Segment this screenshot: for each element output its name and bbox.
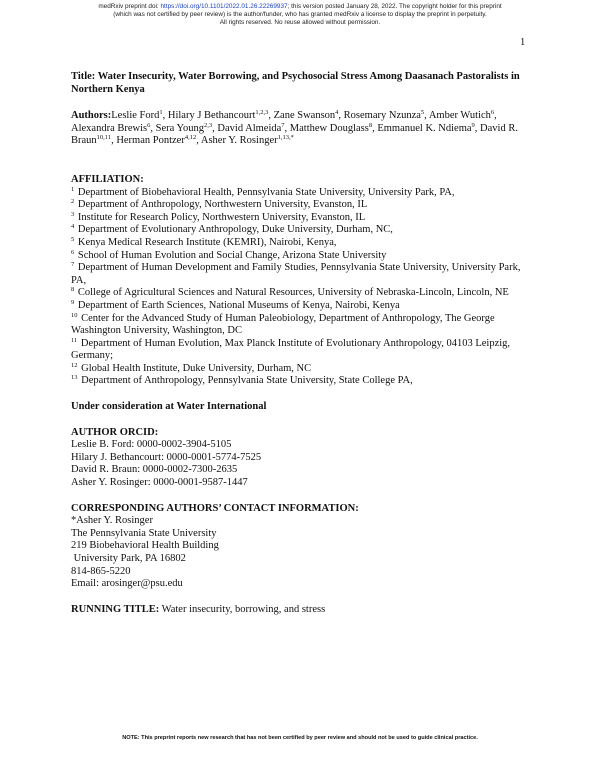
author-entry: Sera Young$^{2,3}$, — [155, 121, 218, 134]
affiliation-number: 7 — [71, 261, 75, 269]
affiliation-number: 13 — [71, 374, 78, 382]
affiliation-text: Department of Evolutionary Anthropology, Duke University, Durham, NC, — [77, 224, 393, 236]
header-line-3: All rights reserved. No reuse allowed without permission. — [219, 19, 381, 26]
affiliation-text: Department of Earth Sciences, National Museums of Kenya, Nairobi, Kenya — [77, 299, 400, 311]
affiliation-item — [71, 187, 531, 200]
orcid-line: Asher Y. Rosinger: 0000-0001-9587-1447 — [71, 477, 248, 489]
affiliation-number: 12 — [71, 361, 78, 369]
author-affiliation-sup: 10,11 — [96, 134, 112, 142]
author-name: Rosemary Nzunza — [343, 110, 421, 122]
contact-email: Email: arosinger@psu.edu — [71, 578, 183, 590]
affiliation-number: 8 — [71, 286, 75, 294]
author-affiliation-sup: 8 — [368, 121, 373, 129]
affiliation-text: Kenya Medical Research Institute (KEMRI), Nairobi, Kenya, — [77, 236, 337, 248]
author-entry — [201, 135, 294, 146]
affiliation-number: 5 — [71, 235, 75, 243]
authors-names — [71, 110, 518, 146]
affiliation-text: Global Health Institute, Duke University, Durham, NC — [81, 362, 312, 374]
affiliation-text: College of Agricultural Sciences and Natural Resources, University of Nebraska-Lincoln, Lincoln, NE — [77, 287, 509, 299]
author-name: Herman Pontzer — [116, 135, 185, 147]
author-entry: Rosemary Nzunza$^5$, — [343, 109, 429, 122]
affiliation-item — [71, 313, 531, 338]
orcid-line: David R. Braun: 0000-0002-7300-2635 — [71, 464, 238, 476]
contact-line: The Pennsylvania State University — [71, 527, 217, 539]
author-name: David Almeida — [217, 122, 282, 134]
affiliation-heading: AFFILIATION: — [71, 173, 144, 185]
author-affiliation-sup: 6 — [490, 109, 495, 117]
affiliation-list — [71, 187, 531, 389]
contact-line: University Park, PA 16802 — [71, 553, 186, 564]
author-entry: Emmanuel K. Ndiema$^9$, — [377, 121, 481, 134]
affiliation-number: 9 — [71, 298, 75, 306]
authors-label: Authors: — [71, 110, 112, 122]
author-affiliation-sup: 6 — [147, 121, 151, 129]
author-name: Leslie Ford — [111, 110, 160, 122]
orcid-line: Leslie B. Ford: 0000-0002-3904-5105 — [71, 439, 232, 451]
header-line-2: (which was not certified by peer review) is the author/funder, who has granted medRxiv a license to display the preprint in perpetuity. — [113, 11, 487, 18]
affiliation-text: Center for the Advanced Study of Human Paleobiology, Department of Anthropology, The George Washington University, Washington, DC — [71, 312, 495, 337]
preprint-footer-note: NOTE: This preprint reports new research that has not been certified by peer review and should not be used to guide clinical practice. — [122, 735, 478, 741]
affiliation-text: Department of Human Evolution, Max Planck Institute of Evolutionary Anthropology, 04103 Leipzig, Germany; — [71, 337, 511, 362]
affiliation-item — [71, 338, 531, 363]
author-entry: Hilary J Bethancourt$^{1,2,3}$, — [167, 109, 274, 122]
document-body — [71, 71, 531, 616]
author-name: Alexandra Brewis — [71, 122, 148, 134]
author-entry: Matthew Douglass$^8$, — [289, 121, 378, 134]
consideration-note: Under consideration at Water International — [71, 401, 267, 413]
affiliation-number: 3 — [71, 210, 75, 218]
author-name: David R. Braun — [71, 122, 518, 147]
author-affiliation-sup: 9 — [471, 121, 475, 129]
author-affiliation-sup: 4,12 — [184, 134, 197, 142]
affiliation-item — [71, 237, 531, 250]
affiliation-item — [71, 224, 531, 237]
author-affiliation-sup: 7 — [281, 121, 285, 129]
affiliation-text: Department of Human Development and Family Studies, Pennsylvania State University, University Park, PA, — [71, 262, 521, 286]
author-affiliation-sup: 5 — [420, 109, 425, 117]
contact-line: 814-865-5220 — [71, 565, 131, 577]
affiliation-item — [71, 250, 531, 263]
author-affiliation-sup: 1,2,3 — [255, 109, 269, 117]
doi-link[interactable]: https://doi.org/10.1101/2022.01.26.22269937 — [160, 3, 288, 10]
running-title-label: RUNNING TITLE: — [71, 603, 160, 615]
contact-line: *Asher Y. Rosinger — [71, 515, 153, 527]
affiliation-item — [71, 199, 531, 212]
author-name: Emmanuel K. Ndiema — [377, 122, 472, 134]
author-entry: Leslie Ford$^1$, — [111, 109, 168, 122]
affiliation-item — [71, 375, 531, 388]
affiliation-item — [71, 262, 531, 287]
affiliation-item — [71, 363, 531, 376]
running-title-text: Water insecurity, borrowing, and stress — [161, 603, 326, 615]
affiliation-number: 10 — [71, 311, 78, 319]
affiliation-number: 6 — [71, 248, 75, 256]
author-affiliation-sup: 1,13,* — [277, 134, 294, 142]
author-entry: Zane Swanson$^4$, — [273, 109, 344, 122]
affiliation-text: Department of Biobehavioral Health, Pennsylvania State University, University Park, PA, — [77, 186, 455, 198]
author-affiliation-sup: 1 — [159, 109, 163, 117]
author-affiliation-sup: 2,3 — [204, 121, 213, 129]
affiliation-text: Department of Anthropology, Northwestern University, Evanston, IL — [77, 199, 368, 211]
affiliation-item — [71, 212, 531, 225]
affiliation-item — [71, 300, 531, 313]
affiliation-number: 2 — [71, 198, 75, 206]
page-number: 1 — [520, 37, 526, 48]
running-title — [71, 604, 531, 617]
author-name: Sera Young — [155, 122, 205, 134]
author-entry: Herman Pontzer$^{4,12}$, — [116, 134, 201, 147]
affiliation-item — [71, 287, 531, 300]
header-line-1: medRxiv preprint doi: https://doi.org/10.1101/2022.01.26.22269937; this version posted January 28, 2022. The copyright holder for this preprint — [98, 3, 502, 10]
author-name: Asher Y. Rosinger — [200, 135, 278, 147]
affiliation-text: Department of Anthropology, Pennsylvania State University, State College PA, — [81, 375, 413, 387]
author-entry: David R. Braun$^{10,11}$, — [71, 122, 518, 147]
author-entry: Alexandra Brewis$^6$, — [71, 121, 156, 134]
preprint-header — [0, 3, 600, 27]
author-entry: David Almeida$^7$, — [217, 121, 290, 134]
affiliation-number: 4 — [71, 223, 75, 231]
affiliation-number: 1 — [71, 185, 75, 193]
orcid-line: Hilary J. Bethancourt: 0000-0001-5774-7525 — [71, 451, 262, 463]
paper-title: Title: Water Insecurity, Water Borrowing, and Psychosocial Stress Among Daasanach Pastoralists in Northern Kenya — [71, 71, 520, 95]
author-affiliation-sup: 4 — [335, 109, 339, 117]
author-name: Amber Wutich — [428, 110, 491, 122]
affiliation-text: School of Human Evolution and Social Change, Arizona State University — [77, 249, 387, 261]
author-entry: Amber Wutich$^6$, — [428, 109, 497, 122]
author-name: Matthew Douglass — [289, 122, 369, 134]
author-name: Hilary J Bethancourt — [167, 110, 256, 122]
affiliation-number: 11 — [71, 336, 78, 344]
affiliation-text: Institute for Research Policy, Northwestern University, Evanston, IL — [77, 211, 366, 223]
author-name: Zane Swanson — [273, 110, 336, 122]
contact-line: 219 Biobehavioral Health Building — [71, 540, 219, 552]
author-list — [71, 110, 531, 148]
orcid-heading: AUTHOR ORCID: — [71, 426, 159, 438]
contact-heading: CORRESPONDING AUTHORS’ CONTACT INFORMATION: — [71, 502, 359, 514]
